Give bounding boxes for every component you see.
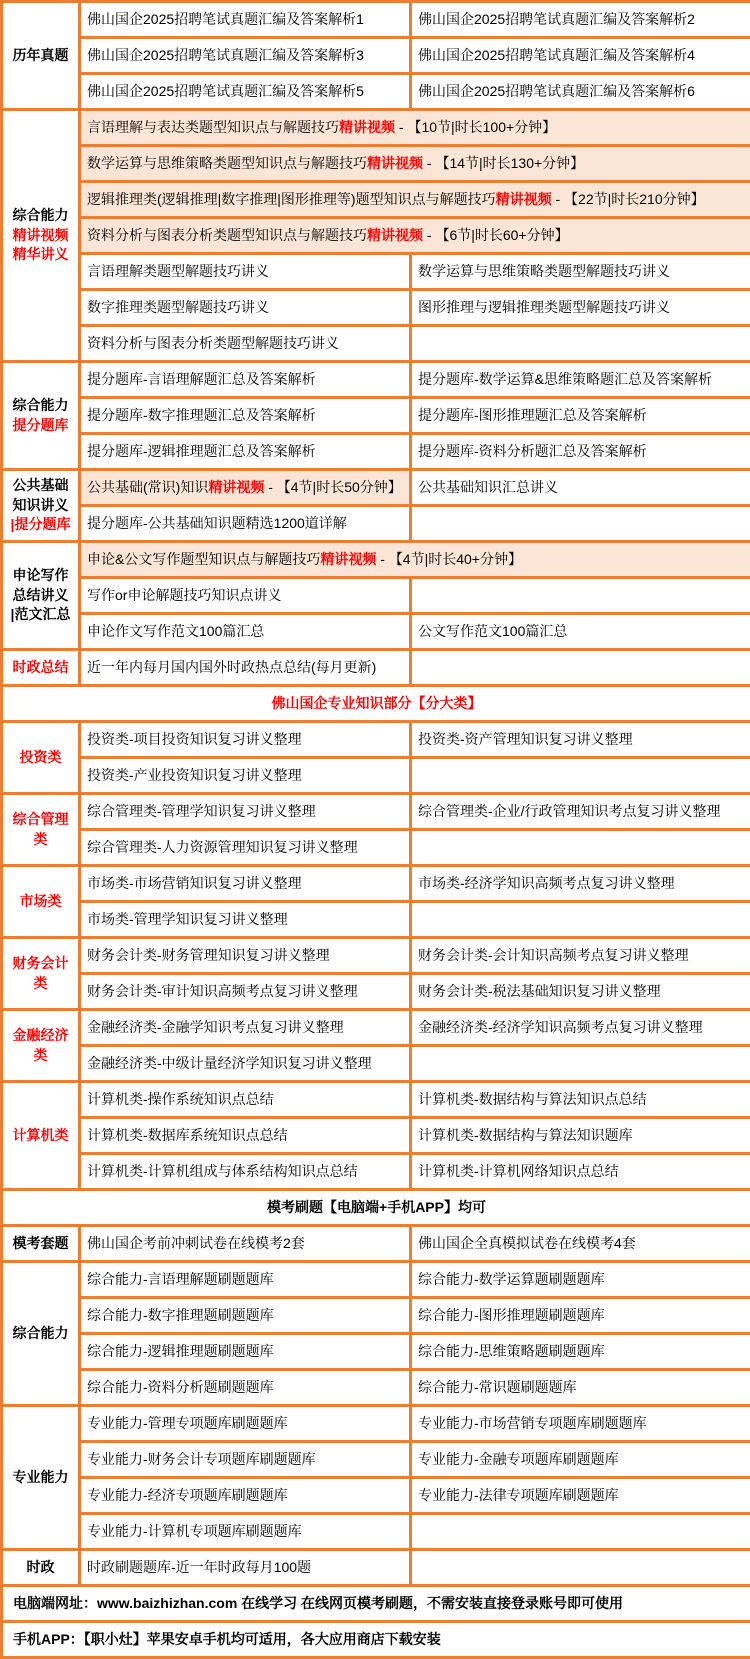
footer-note-text: 手机APP：【职小灶】苹果安卓手机均可适用，各大应用商店下载安装	[13, 1631, 441, 1647]
course-item-text: 专业能力-金融专项题库刷题题库	[418, 1451, 619, 1467]
course-item-text: 逻辑推理类(逻辑推理|数字推理|图形推理等)题型知识点与解题技巧	[87, 191, 496, 207]
course-item-cell	[80, 1478, 411, 1514]
section-label	[2, 2, 80, 110]
course-item-cell	[80, 290, 411, 326]
course-item-text: 提分题库-资料分析题汇总及答案解析	[418, 443, 647, 459]
course-item-text: 数学运算与思维策略类题型知识点与解题技巧	[87, 155, 367, 171]
table-row	[2, 218, 750, 254]
course-item-cell	[411, 326, 750, 362]
course-item-cell	[80, 470, 411, 506]
course-item-cell	[80, 974, 411, 1010]
table-row	[2, 74, 750, 110]
course-item-text: 专业能力-财务会计专项题库刷题题库	[87, 1451, 316, 1467]
course-item-cell	[80, 902, 411, 938]
course-item-text: 申论作文写作范文100篇汇总	[87, 623, 264, 639]
table-row	[2, 290, 750, 326]
footer-note	[2, 1586, 750, 1622]
table-row	[2, 362, 750, 398]
section-label-line: 公共基础	[5, 476, 76, 496]
course-item-cell	[411, 1226, 750, 1262]
course-item-text: 佛山国企2025招聘笔试真题汇编及答案解析5	[87, 83, 364, 99]
table-row	[2, 254, 750, 290]
course-item-text: 计算机类-计算机网络知识点总结	[418, 1163, 619, 1179]
course-item-text: 专业能力-市场营销专项题库刷题题库	[418, 1415, 647, 1431]
course-item-cell	[80, 1406, 411, 1442]
course-item-cell	[411, 362, 750, 398]
course-item-text: 写作or申论解题技巧知识点讲义	[87, 587, 281, 603]
section-label	[2, 938, 80, 1010]
course-item-cell	[80, 830, 411, 866]
course-item-text: 综合能力-数学运算题刷题题库	[418, 1271, 605, 1287]
section-label	[2, 866, 80, 938]
course-item-cell	[411, 1154, 750, 1190]
course-item-text: 综合能力-言语理解题刷题题库	[87, 1271, 274, 1287]
course-item-cell	[411, 938, 750, 974]
table-row	[2, 1622, 750, 1658]
course-item-text: 综合能力-数字推理题刷题题库	[87, 1307, 274, 1323]
course-item-text: 财务会计类-财务管理知识复习讲义整理	[87, 947, 330, 963]
course-item-text: 综合能力-资料分析题刷题题库	[87, 1379, 274, 1395]
section-label-line: 知识讲义	[5, 496, 76, 516]
table-row	[2, 434, 750, 470]
section-label-line: 金融经济	[5, 1026, 76, 1046]
course-item-text: - 【22节|时长210分钟】	[552, 191, 705, 207]
table-row	[2, 1370, 750, 1406]
course-item-text: 计算机类-操作系统知识点总结	[87, 1091, 274, 1107]
section-label-line: 模考套题	[5, 1234, 76, 1254]
section-header-text: 佛山国企专业知识部分【分大类】	[272, 695, 482, 711]
course-item-cell	[80, 110, 750, 146]
table-row	[2, 146, 750, 182]
course-item-text: 综合能力-图形推理题刷题题库	[418, 1307, 605, 1323]
course-item-cell	[80, 38, 411, 74]
course-item-text: 时政刷题题库-近一年时政每月100题	[87, 1559, 311, 1575]
section-label	[2, 650, 80, 686]
section-label-line: 类	[5, 830, 76, 850]
course-item-text: 综合管理类-人力资源管理知识复习讲义整理	[87, 839, 358, 855]
course-item-cell	[80, 794, 411, 830]
course-item-text: 佛山国企2025招聘笔试真题汇编及答案解析1	[87, 11, 364, 27]
course-item-cell	[80, 2, 411, 38]
course-item-cell	[80, 326, 411, 362]
course-item-text: 计算机类-计算机组成与体系结构知识点总结	[87, 1163, 358, 1179]
table-row	[2, 1118, 750, 1154]
section-label-line: 市场类	[5, 892, 76, 912]
table-row	[2, 650, 750, 686]
course-item-cell	[80, 1262, 411, 1298]
course-item-text: 专业能力-经济专项题库刷题题库	[87, 1487, 288, 1503]
course-item-cell	[411, 1442, 750, 1478]
course-item-cell	[80, 938, 411, 974]
course-item-text: 金融经济类-经济学知识高频考点复习讲义整理	[418, 1019, 703, 1035]
course-item-cell	[411, 290, 750, 326]
course-item-text: 申论&公文写作题型知识点与解题技巧	[87, 551, 320, 567]
course-item-cell	[411, 1298, 750, 1334]
course-item-cell	[80, 146, 750, 182]
course-item-cell	[411, 74, 750, 110]
section-label-line: 专业能力	[5, 1468, 76, 1488]
footer-note	[2, 1622, 750, 1658]
table-row	[2, 542, 750, 578]
course-item-text: 综合管理类-管理学知识复习讲义整理	[87, 803, 316, 819]
course-item-text: 专业能力-法律专项题库刷题题库	[418, 1487, 619, 1503]
course-item-cell	[80, 434, 411, 470]
section-label-line: |范文汇总	[5, 605, 76, 625]
course-item-cell	[80, 182, 750, 218]
course-item-cell	[411, 578, 750, 614]
course-item-cell	[411, 434, 750, 470]
course-item-text: 言语理解类题型解题技巧讲义	[87, 263, 269, 279]
section-label	[2, 542, 80, 650]
course-item-cell	[80, 1442, 411, 1478]
section-header-text: 模考刷题【电脑端+手机APP】均可	[267, 1199, 486, 1215]
course-item-text: 计算机类-数据库系统知识点总结	[87, 1127, 288, 1143]
course-item-cell	[411, 614, 750, 650]
table-row	[2, 866, 750, 902]
section-label-line: 历年真题	[5, 46, 76, 66]
course-item-text: 财务会计类-会计知识高频考点复习讲义整理	[418, 947, 689, 963]
course-item-cell	[411, 1334, 750, 1370]
course-item-cell	[80, 1550, 411, 1586]
course-item-text: - 【4节|时长40+分钟】	[376, 551, 522, 567]
course-item-cell	[80, 1118, 411, 1154]
course-item-text: 公文写作范文100篇汇总	[418, 623, 567, 639]
table-row	[2, 1442, 750, 1478]
course-item-text: 提分题库-逻辑推理题汇总及答案解析	[87, 443, 316, 459]
course-item-text: 图形推理与逻辑推理类题型解题技巧讲义	[418, 299, 670, 315]
course-item-text: 公共基础(常识)知识	[87, 479, 208, 495]
course-item-text: 近一年内每月国内国外时政热点总结(每月更新)	[87, 659, 376, 675]
course-item-text: 言语理解与表达类题型知识点与解题技巧	[87, 119, 339, 135]
course-item-cell	[411, 650, 750, 686]
table-row	[2, 1298, 750, 1334]
table-row	[2, 110, 750, 146]
course-item-cell	[80, 506, 411, 542]
course-item-cell	[80, 362, 411, 398]
course-item-text: 佛山国企全真模拟试卷在线模考4套	[418, 1235, 636, 1251]
table-row	[2, 1010, 750, 1046]
table-row	[2, 470, 750, 506]
course-item-cell	[411, 398, 750, 434]
course-item-text: 投资类-项目投资知识复习讲义整理	[87, 731, 302, 747]
section-label-line: 时政	[5, 1558, 76, 1578]
table-row	[2, 938, 750, 974]
section-label	[2, 1082, 80, 1190]
table-row	[2, 758, 750, 794]
table-row	[2, 38, 750, 74]
course-item-cell	[411, 470, 750, 506]
course-item-cell	[411, 506, 750, 542]
course-item-cell	[80, 866, 411, 902]
course-item-text: - 【4节|时长50分钟】	[264, 479, 401, 495]
course-item-cell	[80, 542, 750, 578]
course-item-cell	[411, 1514, 750, 1550]
course-item-text: 综合能力-思维策略题刷题题库	[418, 1343, 605, 1359]
course-item-text: - 【14节|时长130+分钟】	[423, 155, 584, 171]
section-label-line: |提分题库	[5, 515, 76, 535]
table-row	[2, 1514, 750, 1550]
course-item-text: 金融经济类-中级计量经济学知识复习讲义整理	[87, 1055, 372, 1071]
table-row	[2, 1406, 750, 1442]
section-label-line: 综合能力	[5, 396, 76, 416]
section-header	[2, 1190, 750, 1226]
course-item-cell	[411, 974, 750, 1010]
section-label	[2, 362, 80, 470]
course-item-cell	[80, 1334, 411, 1370]
course-item-cell	[411, 1550, 750, 1586]
section-label-line: 综合能力	[5, 1324, 76, 1344]
course-item-text: 资料分析与图表分析类题型知识点与解题技巧	[87, 227, 367, 243]
course-item-cell	[80, 758, 411, 794]
course-item-cell	[411, 866, 750, 902]
course-item-text: 市场类-市场营销知识复习讲义整理	[87, 875, 302, 891]
course-item-text: 综合能力-常识题刷题题库	[418, 1379, 577, 1395]
course-item-text: 综合管理类-企业/行政管理知识考点复习讲义整理	[418, 803, 721, 819]
table-row	[2, 1478, 750, 1514]
section-label	[2, 470, 80, 542]
section-header	[2, 686, 750, 722]
course-item-text: 投资类-资产管理知识复习讲义整理	[418, 731, 633, 747]
course-item-text: 计算机类-数据结构与算法知识题库	[418, 1127, 633, 1143]
course-item-cell	[411, 794, 750, 830]
section-label-line: 计算机类	[5, 1126, 76, 1146]
section-label	[2, 1262, 80, 1406]
course-item-cell	[411, 758, 750, 794]
section-label-line: 综合能力	[5, 206, 76, 226]
table-row	[2, 1154, 750, 1190]
section-label-line: 财务会计	[5, 954, 76, 974]
course-item-text: 财务会计类-审计知识高频考点复习讲义整理	[87, 983, 358, 999]
section-label	[2, 1010, 80, 1082]
course-item-text: 精讲视频	[367, 155, 423, 171]
section-label-line: 时政总结	[5, 658, 76, 678]
course-item-text: 佛山国企2025招聘笔试真题汇编及答案解析2	[418, 11, 695, 27]
section-label-line: 精华讲义	[5, 245, 76, 265]
course-item-cell	[80, 1514, 411, 1550]
course-item-cell	[411, 1406, 750, 1442]
section-label	[2, 110, 80, 362]
course-item-cell	[411, 2, 750, 38]
table-row	[2, 506, 750, 542]
course-item-text: 金融经济类-金融学知识考点复习讲义整理	[87, 1019, 344, 1035]
table-row	[2, 182, 750, 218]
course-item-text: 佛山国企考前冲刺试卷在线模考2套	[87, 1235, 305, 1251]
section-label-line: 总结讲义	[5, 586, 76, 606]
course-item-cell	[411, 830, 750, 866]
course-item-cell	[411, 1118, 750, 1154]
table-row	[2, 1550, 750, 1586]
table-row	[2, 722, 750, 758]
course-item-cell	[411, 254, 750, 290]
section-label-line: 综合管理	[5, 810, 76, 830]
course-item-cell	[80, 1226, 411, 1262]
table-row	[2, 902, 750, 938]
table-row	[2, 578, 750, 614]
course-item-text: 提分题库-言语理解题汇总及答案解析	[87, 371, 316, 387]
table-row	[2, 794, 750, 830]
course-item-text: 专业能力-管理专项题库刷题题库	[87, 1415, 288, 1431]
table-row	[2, 1046, 750, 1082]
course-item-text: 精讲视频	[208, 479, 264, 495]
course-item-text: 专业能力-计算机专项题库刷题题库	[87, 1523, 302, 1539]
course-item-text: - 【6节|时长60+分钟】	[423, 227, 569, 243]
course-item-text: 资料分析与图表分析类题型解题技巧讲义	[87, 335, 339, 351]
course-item-cell	[80, 398, 411, 434]
course-item-text: 提分题库-图形推理题汇总及答案解析	[418, 407, 647, 423]
course-item-text: 公共基础知识汇总讲义	[418, 479, 558, 495]
course-item-cell	[80, 722, 411, 758]
course-item-cell	[411, 1010, 750, 1046]
table-row	[2, 398, 750, 434]
course-item-cell	[80, 1082, 411, 1118]
section-label-line: 提分题库	[5, 416, 76, 436]
course-item-text: 精讲视频	[320, 551, 376, 567]
section-label	[2, 1226, 80, 1262]
course-item-text: 佛山国企2025招聘笔试真题汇编及答案解析6	[418, 83, 695, 99]
course-item-cell	[80, 1154, 411, 1190]
table-row	[2, 1226, 750, 1262]
course-item-cell	[80, 1370, 411, 1406]
course-item-text: 数学运算与思维策略类题型解题技巧讲义	[418, 263, 670, 279]
table-row	[2, 1586, 750, 1622]
table-row	[2, 1262, 750, 1298]
section-label-line: 申论写作	[5, 566, 76, 586]
course-item-text: 提分题库-数字推理题汇总及答案解析	[87, 407, 316, 423]
course-item-text: 市场类-经济学知识高频考点复习讲义整理	[418, 875, 675, 891]
section-label	[2, 794, 80, 866]
course-item-cell	[80, 218, 750, 254]
section-label	[2, 722, 80, 794]
course-item-text: 精讲视频	[496, 191, 552, 207]
table-row	[2, 1334, 750, 1370]
course-item-text: - 【10节|时长100+分钟】	[395, 119, 556, 135]
course-item-cell	[80, 614, 411, 650]
course-package-table-body	[2, 2, 750, 1658]
course-item-cell	[80, 650, 411, 686]
section-label-line: 类	[5, 974, 76, 994]
course-item-text: 提分题库-数学运算&思维策略题汇总及答案解析	[418, 371, 712, 387]
section-label	[2, 1406, 80, 1550]
course-item-cell	[80, 1010, 411, 1046]
course-item-cell	[80, 74, 411, 110]
section-label-line: 投资类	[5, 748, 76, 768]
course-item-text: 数字推理类题型解题技巧讲义	[87, 299, 269, 315]
course-item-text: 综合能力-逻辑推理题刷题题库	[87, 1343, 274, 1359]
table-row	[2, 2, 750, 38]
course-item-cell	[411, 38, 750, 74]
course-item-cell	[411, 1262, 750, 1298]
table-row	[2, 614, 750, 650]
course-item-text: 精讲视频	[339, 119, 395, 135]
course-item-text: 提分题库-公共基础知识题精选1200道详解	[87, 515, 347, 531]
course-item-text: 财务会计类-税法基础知识复习讲义整理	[418, 983, 661, 999]
course-item-cell	[80, 1046, 411, 1082]
table-row	[2, 830, 750, 866]
section-label	[2, 1550, 80, 1586]
course-item-text: 投资类-产业投资知识复习讲义整理	[87, 767, 302, 783]
table-row	[2, 326, 750, 362]
course-item-cell	[80, 578, 411, 614]
table-row	[2, 974, 750, 1010]
course-item-cell	[411, 1046, 750, 1082]
course-item-text: 佛山国企2025招聘笔试真题汇编及答案解析3	[87, 47, 364, 63]
table-row	[2, 1190, 750, 1226]
course-item-text: 精讲视频	[367, 227, 423, 243]
footer-note-text: 电脑端网址：www.baizhizhan.com 在线学习 在线网页模考刷题，不需安装直接登录账号即可使用	[13, 1595, 623, 1611]
course-item-cell	[80, 1298, 411, 1334]
course-item-cell	[411, 722, 750, 758]
course-item-text: 佛山国企2025招聘笔试真题汇编及答案解析4	[418, 47, 695, 63]
section-label-line: 类	[5, 1046, 76, 1066]
course-item-cell	[411, 1082, 750, 1118]
table-row	[2, 1082, 750, 1118]
course-item-cell	[80, 254, 411, 290]
course-item-cell	[411, 902, 750, 938]
course-item-cell	[411, 1370, 750, 1406]
section-label-line: 精讲视频	[5, 226, 76, 246]
course-item-text: 计算机类-数据结构与算法知识点总结	[418, 1091, 647, 1107]
course-item-cell	[411, 1478, 750, 1514]
table-row	[2, 686, 750, 722]
course-item-text: 市场类-管理学知识复习讲义整理	[87, 911, 288, 927]
